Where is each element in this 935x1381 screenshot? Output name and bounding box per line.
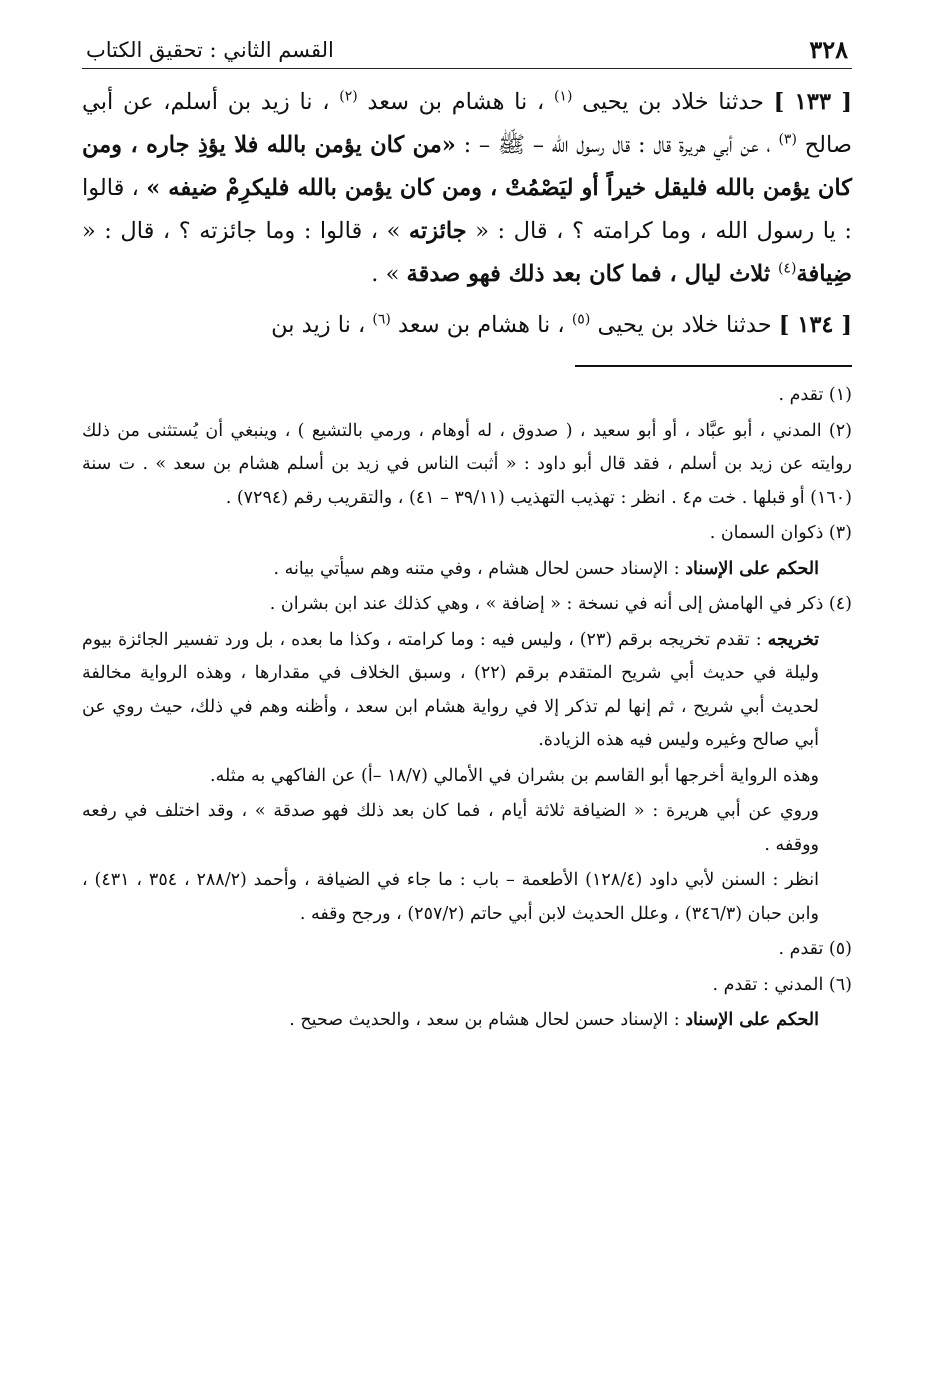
isnad-ruling <box>82 553 819 587</box>
footnote-ref: (٤) <box>777 260 797 277</box>
prophetic-text: ضِيافة <box>796 261 852 287</box>
isnad-ruling-label: الحكم على الإسناد <box>685 1010 819 1030</box>
footnote-ref: (٣) <box>778 131 797 148</box>
hadith-134 <box>82 304 852 347</box>
footnote-4: (٤) ذكر في الهامش إلى أنه في نسخة : « إضافة » ، وهي كذلك عند ابن بشران . <box>269 594 852 614</box>
footnote-paragraph: انظر : السنن لأبي داود (١٢٨/٤) الأطعمة – باب : ما جاء في الضيافة ، وأحمد (٢٨٨/٢ ، ٣٥٤ ، ٤٣١) ، وابن حبان (٣٤٦/٣) ، وعلل الحديث لابن أبي حاتم (٢٥٧/٢) ، ورجح وقفه . <box>82 870 820 924</box>
hadith-text: ، نا هشام بن سعد <box>357 89 554 115</box>
footnote-ref: (٥) <box>571 311 591 328</box>
hadith-text: ، نا هشام بن سعد <box>390 312 572 338</box>
footnote-3: (٣) ذكوان السمان . <box>709 523 852 543</box>
isnad-ruling-text: : الإسناد حسن لحال هشام بن سعد ، والحديث صحيح . <box>289 1010 686 1030</box>
footnote-2: (٢) المدني ، أبو عبَّاد ، أو أبو سعيد ، ( صدوق ، له أوهام ، ورمي بالتشيع ) ، وينبغي أن يُستثنى من ذلك روايته عن زيد بن أسلم ، فقد قال أبو داود : « أثبت الناس في زيد بن أسلم هشام بن سعد » . ت سنة (١٦٠) أو قبلها . خت م٤ . انظر : تهذيب التهذيب (٣٩/١١ – ٤١) ، والتقريب رقم (٧٢٩٤) . <box>82 420 852 508</box>
page-header <box>82 36 852 69</box>
isnad-ruling-label: الحكم على الإسناد <box>685 558 819 579</box>
hadith-text: ، نا زيد بن أسلم، عن أبي صالح <box>82 89 852 158</box>
main-text <box>82 81 852 347</box>
prophetic-text: ثلاث ليال ، فما كان بعد ذلك فهو صدقة <box>406 261 778 287</box>
footnote-6: (٦) المدني : تقدم . <box>712 974 852 995</box>
hadith-text: » . <box>371 261 407 287</box>
takhrij <box>82 624 819 758</box>
footnote-ref: (٦) <box>372 311 391 328</box>
hadith-text: » ، قالوا : وما جائزته ؟ ، قال : « <box>82 218 409 244</box>
footnote-separator <box>575 365 852 367</box>
prophetic-text: «من كان يؤمن بالله فلا يؤذِ جاره ، ومن كان يؤمن بالله فليقل خيراً أو ليَصْمُتْ ، ومن كان يؤمن بالله فليكرِمْ ضيفه » <box>82 132 852 201</box>
footnote-5: (٥) تقدم . <box>778 939 852 959</box>
hadith-text: ، قالوا : يا رسول الله ، وما كرامته ؟ ، قال : « <box>82 175 852 244</box>
footnote-paragraph: وروي عن أبي هريرة : « الضيافة ثلاثة أيام ، فما كان بعد ذلك فهو صدقة » ، وقد اختلف في رفعه ووقفه . <box>82 801 819 855</box>
page-number: ٣٢٨ <box>809 35 848 64</box>
book-page <box>82 36 852 1356</box>
isnad-ruling <box>82 1004 819 1038</box>
footnote-ref: (٢) <box>339 88 358 105</box>
takhrij-text: : تقدم تخريجه برقم (٢٣) ، وليس فيه : وما كرامته ، وكذا ما بعده ، بل ورد تفسير الجائزة بيوم وليلة في حديث أبي شريح المتقدم برقم (٢٢) ، وسبق الخلاف في مقدارها ، وهذه الرواية مخالفة لحديث أبي شريح ، ثم إنها لم تذكر إلا في رواية هشام ابن سعد ، وأظنه وهم في ذلك، حيث روي عن أبي صالح وغيره وليس فيه هذه الزيادة. <box>82 629 819 750</box>
hadith-text: ، عن أبي هريرة قال : قال رسول الله – ﷺ – : <box>455 132 779 158</box>
footnote-ref: (١) <box>553 88 573 105</box>
hadith-133 <box>82 81 852 296</box>
prophetic-text: جائزته <box>408 218 467 244</box>
hadith-text: حدثنا خلاد بن يحيى <box>590 312 779 338</box>
hadith-number: [ ١٣٣ ] <box>773 89 852 115</box>
isnad-ruling-text: : الإسناد حسن لحال هشام ، وفي متنه وهم سيأتي بيانه . <box>273 558 686 579</box>
takhrij-label: تخريجه <box>767 629 819 650</box>
section-title: القسم الثاني : تحقيق الكتاب <box>86 38 334 62</box>
footnotes <box>82 379 852 1038</box>
hadith-number: [ ١٣٤ ] <box>778 312 852 338</box>
footnote-1: (١) تقدم . <box>778 385 852 405</box>
footnote-paragraph: وهذه الرواية أخرجها أبو القاسم بن بشران في الأمالي (١٨/٧ –أ) عن الفاكهي به مثله. <box>210 765 819 786</box>
hadith-text: حدثنا خلاد بن يحيى <box>572 89 774 115</box>
hadith-text: ، نا زيد بن <box>271 312 373 338</box>
